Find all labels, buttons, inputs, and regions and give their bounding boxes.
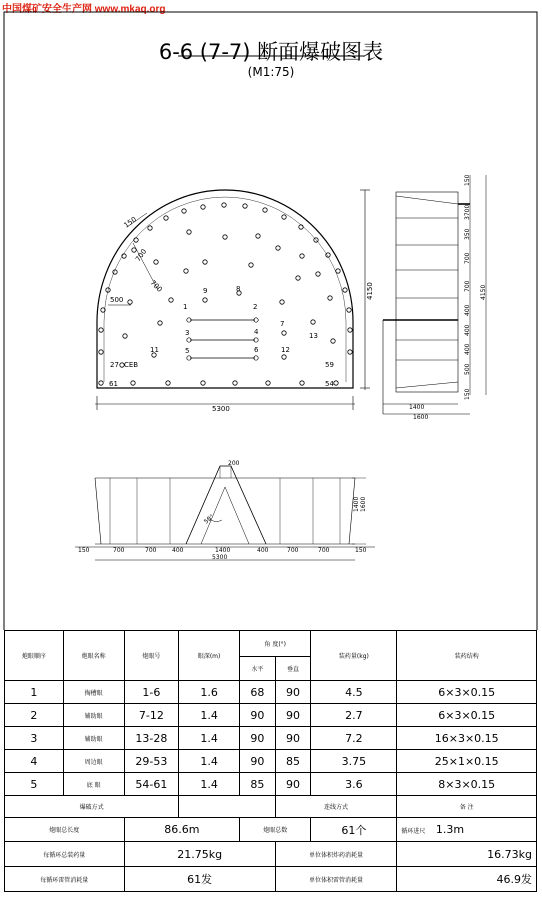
svg-text:1600: 1600 [413,414,429,421]
hole-label: 13 [309,332,318,340]
svg-text:150: 150 [78,547,90,554]
section-width: 5300 [212,405,230,413]
watermark: 中国煤矿安全生产网 www.mkaq.org [2,4,166,15]
dim-label: 500 [110,296,124,304]
summary-row-totals: 炮眼总长度 86.6m 炮眼总数 61个 循环进尺 1.3m [5,818,537,842]
hole-label: 6 [254,346,259,354]
hole-label: 59 [325,361,334,369]
svg-text:700: 700 [145,547,157,554]
header-depth: 眼深(m) [179,631,240,681]
header-angle-v: 垂直 [275,657,311,681]
hole-label: 9 [203,287,208,295]
svg-text:400: 400 [464,324,471,336]
svg-text:1400: 1400 [215,547,231,554]
header-angle: 角 度(°) [240,631,311,657]
hole-label: 4 [254,328,259,336]
svg-text:500: 500 [464,363,471,375]
svg-text:700: 700 [464,252,471,264]
svg-text:700: 700 [113,547,125,554]
header-angle-h: 水平 [240,657,276,681]
svg-text:150: 150 [464,174,471,186]
plan-top-dim: 200 [228,460,240,467]
svg-text:5300: 5300 [212,554,228,561]
dim-label: 700 [148,278,164,294]
hole-label: 5 [185,347,190,355]
svg-text:150: 150 [355,547,367,554]
contour-line [104,197,346,382]
dim-label: 150 [122,215,139,230]
dim-label: 700 [134,247,149,264]
svg-text:700: 700 [287,547,299,554]
svg-text:700: 700 [318,547,330,554]
svg-text:1400: 1400 [353,496,360,512]
svg-text:1600: 1600 [360,496,367,512]
summary-row-charge: 每循环总装药量 21.75kg 单位体积炸药消耗量 16.73kg [5,842,537,867]
plan-view [75,466,375,560]
svg-text:400: 400 [464,343,471,355]
hole-label: 2 [253,303,258,311]
summary-row-mode: 爆破方式 连线方式 备 注 [5,796,537,818]
hole-label: 8 [236,285,241,293]
cut-holes [187,318,258,360]
svg-text:4150: 4150 [480,284,487,300]
table-row: 5 底 眼 54-61 1.4 85 90 3.6 8×3×0.15 [5,773,537,796]
hole-label: 1 [183,303,188,311]
svg-text:1400: 1400 [409,404,425,411]
table-row: 2 辅助眼 7-12 1.4 90 90 2.7 6×3×0.15 [5,704,537,727]
hole-label: 3 [185,329,190,337]
header-structure: 装药结构 [397,631,537,681]
plan-view-labels [78,460,367,561]
svg-text:350: 350 [464,228,471,240]
side-view-labels [409,174,487,421]
svg-text:400: 400 [464,304,471,316]
header-order: 炮眼顺序 [5,631,64,681]
hole-label: 61 [109,380,118,388]
svg-text:700: 700 [464,280,471,292]
ceb-label: CEB [124,361,139,369]
svg-text:400: 400 [172,547,184,554]
svg-text:3700: 3700 [464,204,471,220]
table-row: 3 辅助眼 13-28 1.4 90 90 7.2 16×3×0.15 [5,727,537,750]
bottom-holes [99,381,338,385]
drawing-frame [4,12,537,630]
scale-label: (M1:75) [247,65,295,79]
header-nos: 炮眼号 [124,631,179,681]
hole-label: 7 [280,320,285,328]
header-name: 炮眼名称 [63,631,124,681]
summary-row-detonator: 每循环雷管消耗量 61发 单位体积雷管消耗量 46.9发 [5,867,537,892]
svg-text:150: 150 [464,388,471,400]
svg-text:400: 400 [257,547,269,554]
angle-label: 50° [202,513,216,526]
hole-label: 27 [110,361,119,369]
hole-label: 12 [281,346,290,354]
table-row: 4 周边眼 29-53 1.4 90 85 3.75 25×1×0.15 [5,750,537,773]
hole-label: 11 [150,346,159,354]
section-height: 4150 [366,282,374,300]
blasting-table [4,630,537,892]
hole-label: 54 [325,380,334,388]
header-charge: 装药量(kg) [311,631,397,681]
hole-number-labels [109,215,334,388]
table-row: 1 掏槽眼 1-6 1.6 68 90 4.5 6×3×0.15 [5,681,537,704]
page-title: 6-6 (7-7) 断面爆破图表 [158,40,384,64]
